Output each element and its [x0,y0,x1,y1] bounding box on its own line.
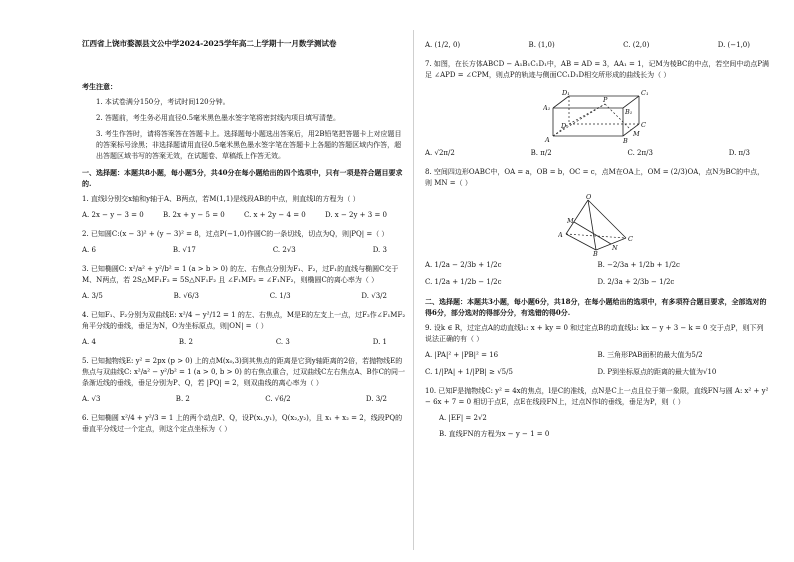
q2-options [82,245,407,256]
q3-option-d[interactable]: D. √3/2 [361,292,387,300]
q6-stem: 6. 已知椭圆 x²/4 + y²/3 = 1 上的两个动点P、Q，设P(x₁,y₁)，Q(x₂,y₂)，且 x₁ + x₂ = 2，线段PQ的垂直平分线过一个定点，则这个定点坐标为（ ） [82,414,403,433]
q7-options [425,148,770,159]
q6-options [425,40,770,51]
q2-option-a[interactable]: A. 6 [82,246,96,254]
q8-label-c: C [627,235,633,243]
q1-option-c[interactable]: C. x + 2y − 4 = 0 [243,211,306,219]
column-divider [413,30,414,550]
q4-option-a[interactable]: A. 4 [82,338,96,346]
q7-label-c1: C₁ [640,89,649,97]
q9-option-c[interactable]: C. 1/|PA| + 1/|PB| ≥ √5/5 [425,368,513,376]
q6-option-a[interactable]: A. (1/2, 0) [425,41,461,49]
q5-option-a[interactable]: A. √3 [82,395,101,403]
q2-option-c[interactable]: C. 2√3 [272,246,296,254]
q7-label-c: C [640,121,646,129]
q4-option-c[interactable]: C. 3 [275,338,290,346]
q8-label-m: M [566,217,574,225]
q7-option-c[interactable]: C. 2π/3 [627,149,653,157]
q6-option-d[interactable]: D. (−1,0) [717,41,750,49]
q8-option-b[interactable]: B. −2/3a + 1/2b + 1/2c [597,261,680,269]
q7-figure [425,86,770,144]
q9-option-a[interactable]: A. |PA|² + |PB|² = 16 [425,351,499,359]
q4-options [82,337,407,348]
q8-label-n: N [611,244,618,252]
q1-option-b[interactable]: B. 2x + y − 5 = 0 [162,211,225,219]
q5-option-b[interactable]: B. 2 [175,395,190,403]
q8-options [425,260,770,288]
q8-figure [425,194,770,256]
q3-options [82,291,407,302]
q7-stem: 7. 如图，在长方体ABCD − A₁B₁C₁D₁中，AB = AD = 3，AA₁ = 1，记M为棱BC的中点，若空间中动点P满足 ∠APD = ∠CPM，则点P的轨迹与侧面CC₁D₁D相交所形成的曲线长为（ ） [425,60,770,79]
q3-option-c[interactable]: C. 1/3 [269,292,291,300]
notice-3: 3. 考生作答时，请将答案答在答题卡上。选择题每小题选出答案后，用2B铅笔把答题卡上对应题目的答案标号涂黑；非选择题请用直径0.5毫米黑色墨水签字笔在答题卡上各题的答题区域内作答，超出答题区域书写的答案无效，在试题卷、草稿纸上作答无效。 [96,130,402,160]
notice-2: 2. 答题前，考生务必用直径0.5毫米黑色墨水签字笔将密封线内项目填写清楚。 [96,114,341,122]
q7-option-b[interactable]: B. π/2 [530,149,552,157]
q5-option-d[interactable]: D. 3/2 [365,395,387,403]
q4-option-d[interactable]: D. 1 [372,338,387,346]
q7-option-d[interactable]: D. π/3 [728,149,750,157]
q8-label-a: A [557,231,563,239]
q5-stem: 5. 已知抛物线E: y² = 2px (p > 0) 上的点M(x₀,3)到其焦点的距离是它到y轴距离的2倍，若抛物线E的焦点与双曲线C: x²/a² − y²/b² = 1 (a > 0, b > 0) 的右焦点重合，过双曲线C左右焦点A、B作C的同一条渐近线的垂线，垂足分别为P、Q，若 |PQ| = 2，则双曲线的离心率为（ ） [82,357,405,387]
section-1-heading: 一、选择题：本题共8小题，每小题5分，共40分在每小题给出的四个选项中，只有一项是符合题目要求的. [82,168,403,188]
q6-option-c[interactable]: C. (2,0) [623,41,650,49]
q3-option-a[interactable]: A. 3/5 [82,292,103,300]
q9-stem: 9. 设k ∈ R，过定点A的动直线l₁: x + ky = 0 和过定点B的动直线l₂: kx − y + 3 − k = 0 交于点P，则下列说法正确的有（ ） [425,324,764,343]
q5-option-c[interactable]: C. √6/2 [265,395,291,403]
right-column [425,40,770,445]
q8-option-d[interactable]: D. 2/3a + 2/3b − 1/2c [597,278,675,286]
q7-label-a1: A₁ [542,104,550,112]
q7-option-a[interactable]: A. √2π/2 [425,149,455,157]
q1-option-a[interactable]: A. 2x − y − 3 = 0 [82,211,144,219]
q7-label-a: A [544,136,550,144]
q4-option-b[interactable]: B. 2 [178,338,193,346]
section-2-heading: 二、选择题：本题共3小题，每小题6分，共18分，在每小题给出的选项中，有多项符合题目要求，全部选对的得6分，部分选对的得部分分，有选错的得0分. [425,297,767,317]
q7-label-p: P [602,96,607,104]
exam-title: 江西省上饶市婺源县文公中学2024-2025学年高二上学期十一月数学测试卷 [82,39,337,48]
q1-option-d[interactable]: D. x − 2y + 3 = 0 [324,211,387,219]
left-column [82,38,407,440]
q7-label-m: M [632,130,640,138]
q4-stem: 4. 已知F₁、F₂分别为双曲线E: x²/4 − y²/12 = 1 的左、右焦点，M是E的左支上一点，过F₂作∠F₁MF₂角平分线的垂线，垂足为N，O为坐标原点，则|ON| =（ ） [82,311,406,330]
q9-option-b[interactable]: B. 三角形PAB面积的最大值为5/2 [597,351,703,359]
q2-stem: 2. 已知圆C:(x − 3)² + (y − 3)² = 8，过点P(−1,0)作圆C的一条切线，切点为Q，则|PQ| =（ ） [82,230,389,238]
q5-options [82,394,407,405]
q8-option-a[interactable]: A. 1/2a − 2/3b + 1/2c [425,261,502,269]
q3-option-b[interactable]: B. √6/3 [173,292,199,300]
q2-option-b[interactable]: B. √17 [172,246,196,254]
cuboid-diagram [543,86,653,144]
q8-label-b: B [592,250,598,256]
q7-label-d: D [560,122,566,130]
q1-options [82,210,407,221]
q7-label-d1: D₁ [561,89,570,97]
q8-label-o: O [585,194,591,201]
notice-heading: 考生注意： [82,82,117,91]
q7-label-b: B [622,137,628,144]
q3-stem: 3. 已知椭圆C: x²/a² + y²/b² = 1 (a > b > 0) 的左、右焦点分别为F₁、F₂，过F₁的直线与椭圆C交于M、N两点，若 2S△MF₁F₂ = 5S△NF₁F₂ 且 ∠F₁MF₂ = ∠F₁NF₂，则椭圆C的离心率为（ ） [82,265,399,284]
notice-1: 1. 本试卷满分150分，考试时间120分钟。 [96,98,230,106]
q2-option-d[interactable]: D. 3 [372,246,387,254]
q10-option-b[interactable]: B. 直线FN的方程为x − y − 1 = 0 [439,430,550,438]
q7-label-b1: B₁ [624,108,632,116]
q1-stem: 1. 直线l分别交x轴和y轴于A、B两点，若M(1,1)是线段AB的中点，则直线l的方程为（ ） [82,195,360,203]
tetrahedron-diagram [558,194,638,256]
q8-stem: 8. 空间四边形OABC中，OA = a，OB = b，OC = c，点M在OA上，OM = (2/3)OA，点N为BC的中点，则 MN =（ ） [425,168,765,187]
q10-option-a[interactable]: A. |EF| = 2√2 [439,414,487,422]
q10-stem: 10. 已知F是抛物线C: y² = 4x的焦点，l是C的准线，点N是C上一点且位于第一象限，直线FN与圆 A: x² + y² − 6x + 7 = 0 相切于点E，点E在线段FN上，过点N作l的垂线，垂足为P，则（ ） [425,387,769,406]
q9-option-d[interactable]: D. P到坐标原点的距离的最大值为√10 [597,368,717,376]
q6-option-b[interactable]: B. (1,0) [528,41,555,49]
q9-options [425,350,770,378]
q8-option-c[interactable]: C. 1/2a + 1/2b − 1/2c [425,278,502,286]
